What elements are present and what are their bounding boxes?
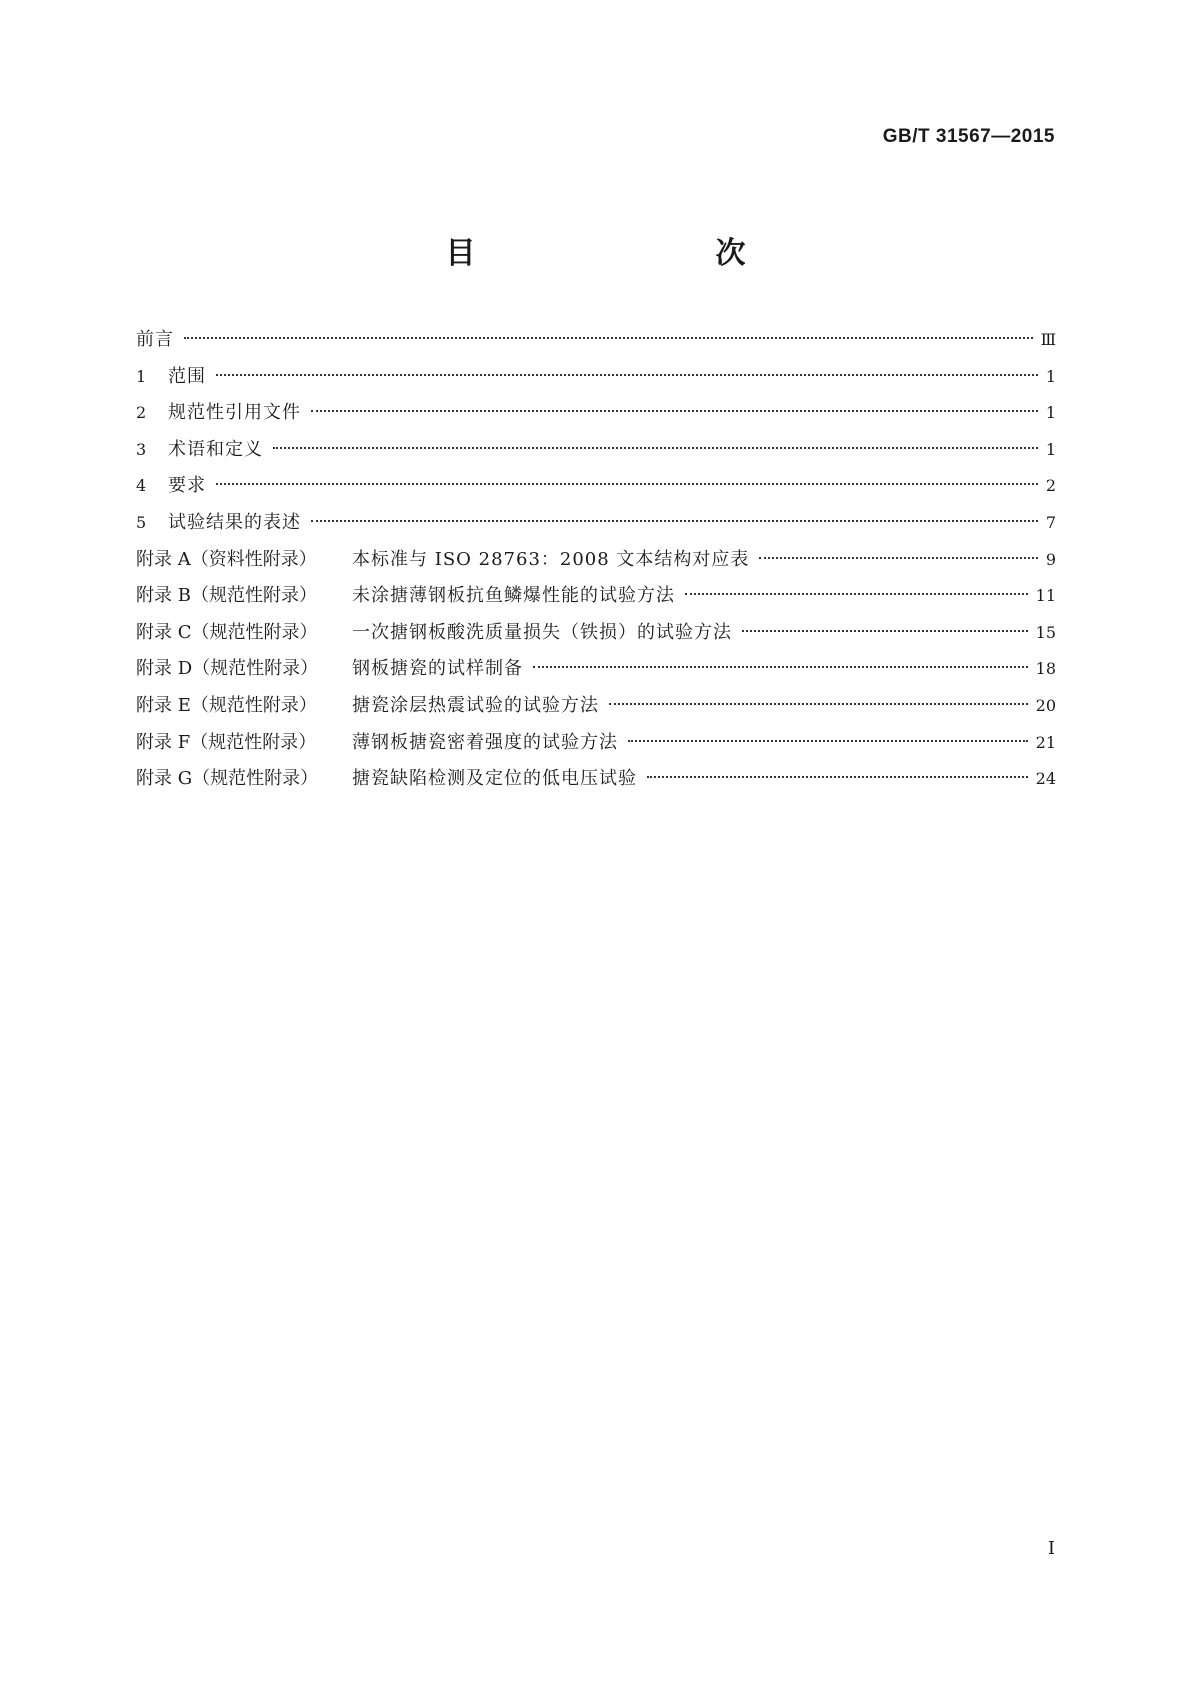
toc-entry-appendix-f[interactable] (136, 728, 1056, 765)
toc-appendix-heading: 附录 C（规范性附录） (136, 621, 318, 643)
toc-entry-label: 薄钢板搪瓷密着强度的试验方法 (352, 731, 618, 753)
toc-dot-leader (216, 374, 1038, 376)
toc-entry-appendix-d[interactable] (136, 654, 1056, 691)
toc-entry-page: 18 (1035, 659, 1056, 679)
toc-entry-number: 1 (136, 366, 147, 386)
toc-entry-label: 搪瓷涂层热震试验的试验方法 (352, 694, 599, 716)
toc-appendix-heading: 附录 F（规范性附录） (136, 731, 317, 753)
toc-entry-foreword[interactable] (136, 325, 1056, 362)
toc-dot-leader (628, 740, 1028, 742)
toc-appendix-heading: 附录 D（规范性附录） (136, 658, 319, 680)
toc-dot-leader (685, 593, 1028, 595)
toc-dot-leader (311, 520, 1038, 522)
page-number: Ⅰ (1047, 1538, 1055, 1559)
toc-entry-appendix-g[interactable] (136, 764, 1056, 801)
toc-entry-number: 2 (136, 403, 147, 423)
toc-entry-number: 5 (136, 512, 147, 532)
toc-dot-leader (273, 447, 1038, 449)
toc-dot-leader (533, 666, 1028, 668)
toc-entry-page: 2 (1045, 476, 1056, 496)
toc-entry-appendix-e[interactable] (136, 691, 1056, 728)
toc-entry-page: 24 (1035, 769, 1056, 789)
toc-entry-label: 一次搪钢板酸洗质量损失（铁损）的试验方法 (352, 621, 732, 643)
toc-appendix-heading: 附录 G（规范性附录） (136, 768, 319, 790)
toc-dot-leader (647, 776, 1028, 778)
toc-title: 目 次 (445, 236, 806, 271)
toc-entry-scope[interactable] (136, 362, 1056, 399)
document-code: GB/T 31567—2015 (882, 126, 1055, 147)
toc-entry-label: 术语和定义 (168, 438, 263, 460)
toc-entry-requirements[interactable] (136, 471, 1056, 508)
toc-entry-label: 试验结果的表述 (168, 511, 301, 533)
toc-entry-label: 要求 (168, 475, 206, 497)
toc-entry-results[interactable] (136, 508, 1056, 545)
toc-entry-page: 7 (1045, 512, 1056, 532)
toc-entry-label: 搪瓷缺陷检测及定位的低电压试验 (352, 768, 637, 790)
toc-entry-page: 1 (1045, 403, 1056, 423)
toc-entry-terms[interactable] (136, 435, 1056, 472)
toc-appendix-heading: 附录 B（规范性附录） (136, 585, 317, 607)
toc-dot-leader (742, 630, 1028, 632)
toc-entry-appendix-c[interactable] (136, 618, 1056, 655)
toc-dot-leader (311, 410, 1038, 412)
toc-entry-appendix-b[interactable] (136, 581, 1056, 618)
toc-appendix-heading: 附录 A（资料性附录） (136, 548, 317, 570)
toc-entry-label: 钢板搪瓷的试样制备 (352, 658, 523, 680)
toc-entry-page: 1 (1045, 439, 1056, 459)
toc-entry-appendix-a[interactable] (136, 545, 1056, 582)
toc-entry-page: 21 (1035, 732, 1056, 752)
toc-entry-page: 1 (1045, 366, 1056, 386)
toc-entry-page: 11 (1035, 586, 1056, 606)
toc-entry-normative-references[interactable] (136, 398, 1056, 435)
toc-entry-label: 范围 (168, 365, 206, 387)
toc-entry-label: 规范性引用文件 (168, 402, 301, 424)
toc-dot-leader (609, 703, 1028, 705)
toc-entry-page: 20 (1035, 695, 1056, 715)
toc-entry-label: 本标准与 ISO 28763：2008 文本结构对应表 (352, 548, 750, 570)
toc-entry-page: 15 (1035, 622, 1056, 642)
toc-entry-label: 前言 (136, 329, 174, 350)
toc-entry-number: 3 (136, 439, 147, 459)
toc-dot-leader (216, 483, 1038, 485)
toc-dot-leader (759, 557, 1037, 559)
toc-list (136, 325, 1056, 801)
toc-dot-leader (184, 337, 1033, 339)
toc-entry-number: 4 (136, 476, 147, 496)
toc-appendix-heading: 附录 E（规范性附录） (136, 694, 317, 716)
toc-entry-label: 未涂搪薄钢板抗鱼鳞爆性能的试验方法 (352, 585, 675, 607)
toc-entry-page: Ⅲ (1040, 330, 1056, 349)
toc-entry-page: 9 (1045, 549, 1056, 569)
